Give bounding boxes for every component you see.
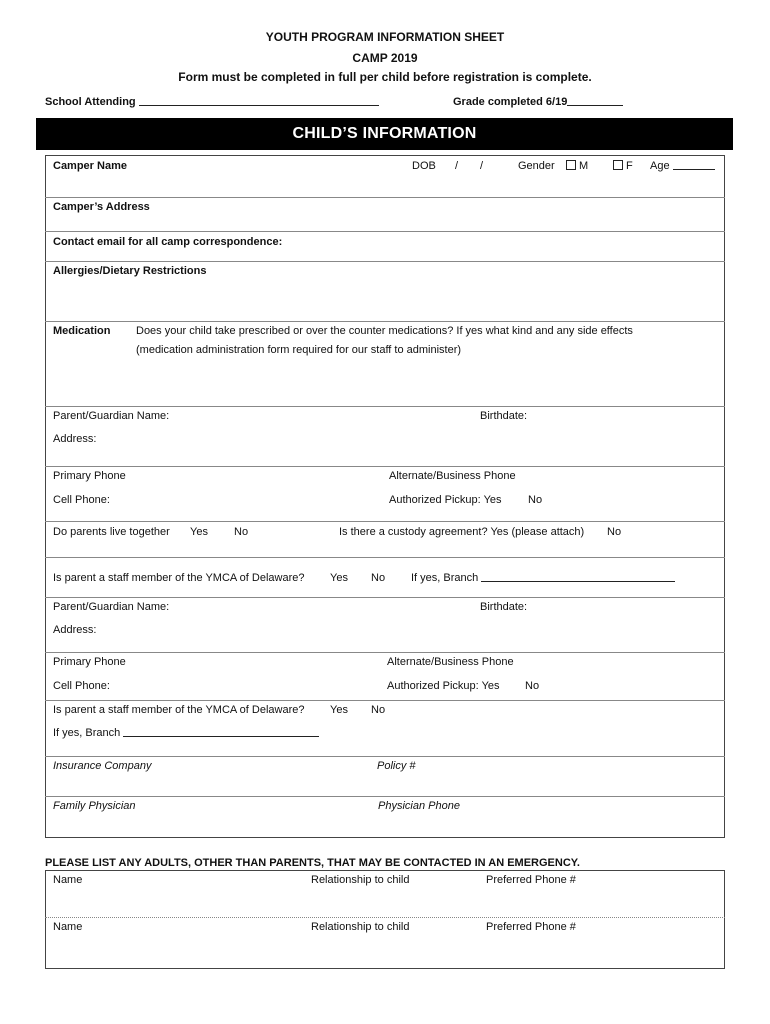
row-divider [45, 197, 725, 198]
parent1-branch-field[interactable] [411, 571, 675, 585]
camper-name-label: Camper Name [53, 160, 127, 172]
parent2-branch-field[interactable] [53, 726, 319, 740]
insurance-company-label: Insurance Company [53, 760, 152, 772]
parent2-auth-pickup-label[interactable]: Authorized Pickup: Yes [387, 680, 500, 692]
medication-label: Medication [53, 325, 111, 337]
medication-note: (medication administration form required for our staff to administer) [136, 344, 462, 356]
grade-completed-line [567, 95, 623, 106]
parent1-auth-pickup-label[interactable]: Authorized Pickup: Yes [389, 494, 502, 506]
parent1-cell-label: Cell Phone: [53, 494, 110, 506]
age-field[interactable] [650, 159, 715, 173]
row-divider [45, 521, 725, 522]
dob-label: DOB [412, 160, 436, 172]
parents-live-together-label: Do parents live together [53, 526, 170, 538]
live-together-no[interactable]: No [234, 526, 249, 538]
row-divider [45, 917, 725, 918]
checkbox-male[interactable] [566, 160, 576, 170]
parent2-address-label: Address: [53, 624, 97, 636]
emergency-relationship-label: Relationship to child [311, 921, 410, 933]
parent2-staff-no[interactable]: No [371, 704, 386, 716]
parent1-name-label: Parent/Guardian Name: [53, 410, 170, 422]
gender-label: Gender [518, 160, 555, 172]
gender-female-option[interactable] [607, 159, 633, 173]
parent2-staff-yes[interactable]: Yes [330, 704, 348, 716]
parent1-branch-label: If yes, Branch [411, 572, 479, 584]
policy-number-label: Policy # [377, 760, 416, 772]
gender-male-option[interactable] [560, 159, 588, 173]
parent1-staff-question: Is parent a staff member of the YMCA of Delaware? [53, 572, 305, 584]
row-divider [45, 796, 725, 797]
parent2-alt-phone-label: Alternate/Business Phone [387, 656, 514, 668]
parent1-staff-yes[interactable]: Yes [330, 572, 348, 584]
parent1-address-label: Address: [53, 433, 97, 445]
parent2-branch-line [123, 726, 319, 737]
physician-phone-label: Physician Phone [378, 800, 460, 812]
emergency-relationship-label: Relationship to child [311, 874, 410, 886]
emergency-contacts-title: PLEASE LIST ANY ADULTS, OTHER THAN PARENTS, THAT MAY BE CONTACTED IN AN EMERGENCY. [45, 857, 580, 869]
parent1-staff-no[interactable]: No [371, 572, 386, 584]
checkbox-female[interactable] [613, 160, 623, 170]
dob-slash: / [455, 160, 459, 172]
grade-completed-field[interactable] [453, 95, 623, 109]
dob-slash: / [480, 160, 484, 172]
row-divider [45, 652, 725, 653]
parent2-branch-label: If yes, Branch [53, 727, 121, 739]
parent2-auth-pickup-no[interactable]: No [525, 680, 540, 692]
row-divider [45, 756, 725, 757]
form-title: YOUTH PROGRAM INFORMATION SHEET [265, 30, 505, 44]
allergies-label: Allergies/Dietary Restrictions [53, 265, 207, 277]
parent1-birthdate-label: Birthdate: [480, 410, 528, 422]
emergency-name-label: Name [53, 921, 83, 933]
school-attending-line [139, 95, 379, 106]
parent2-staff-question: Is parent a staff member of the YMCA of Delaware? [53, 704, 305, 716]
live-together-yes[interactable]: Yes [190, 526, 208, 538]
emergency-name-label: Name [53, 874, 83, 886]
parent1-alt-phone-label: Alternate/Business Phone [389, 470, 516, 482]
row-divider [45, 406, 725, 407]
gender-female-label: F [626, 160, 633, 172]
form-instruction: Form must be completed in full per child before registration is complete. [178, 70, 592, 84]
parent2-name-label: Parent/Guardian Name: [53, 601, 170, 613]
custody-agreement-label[interactable]: Is there a custody agreement? Yes (please attach) [339, 526, 585, 538]
school-attending-label: School Attending [45, 96, 136, 108]
row-divider [45, 700, 725, 701]
parent1-primary-phone-label: Primary Phone [53, 470, 126, 482]
custody-agreement-no[interactable]: No [607, 526, 622, 538]
row-divider [45, 321, 725, 322]
parent1-auth-pickup-no[interactable]: No [528, 494, 543, 506]
parent2-cell-label: Cell Phone: [53, 680, 110, 692]
row-divider [45, 261, 725, 262]
parent2-primary-phone-label: Primary Phone [53, 656, 126, 668]
emergency-phone-label: Preferred Phone # [486, 874, 576, 886]
row-divider [45, 231, 725, 232]
grade-completed-label: Grade completed 6/19 [453, 96, 568, 108]
gender-field [518, 159, 555, 173]
medication-question: Does your child take prescribed or over the counter medications? If yes what kind and any side effects [136, 325, 633, 337]
childs-information-header: CHILD’S INFORMATION [36, 118, 733, 150]
emergency-phone-label: Preferred Phone # [486, 921, 576, 933]
age-label: Age [650, 160, 670, 172]
family-physician-label: Family Physician [53, 800, 136, 812]
age-line [673, 159, 715, 170]
row-divider [45, 466, 725, 467]
school-attending-field[interactable] [45, 95, 379, 109]
row-divider [45, 557, 725, 558]
form-subtitle: CAMP 2019 [352, 51, 418, 65]
contact-email-label: Contact email for all camp correspondence: [53, 236, 283, 248]
camper-address-label: Camper’s Address [53, 201, 150, 213]
parent2-birthdate-label: Birthdate: [480, 601, 528, 613]
gender-male-label: M [579, 160, 589, 172]
parent1-branch-line [481, 571, 675, 582]
row-divider [45, 597, 725, 598]
